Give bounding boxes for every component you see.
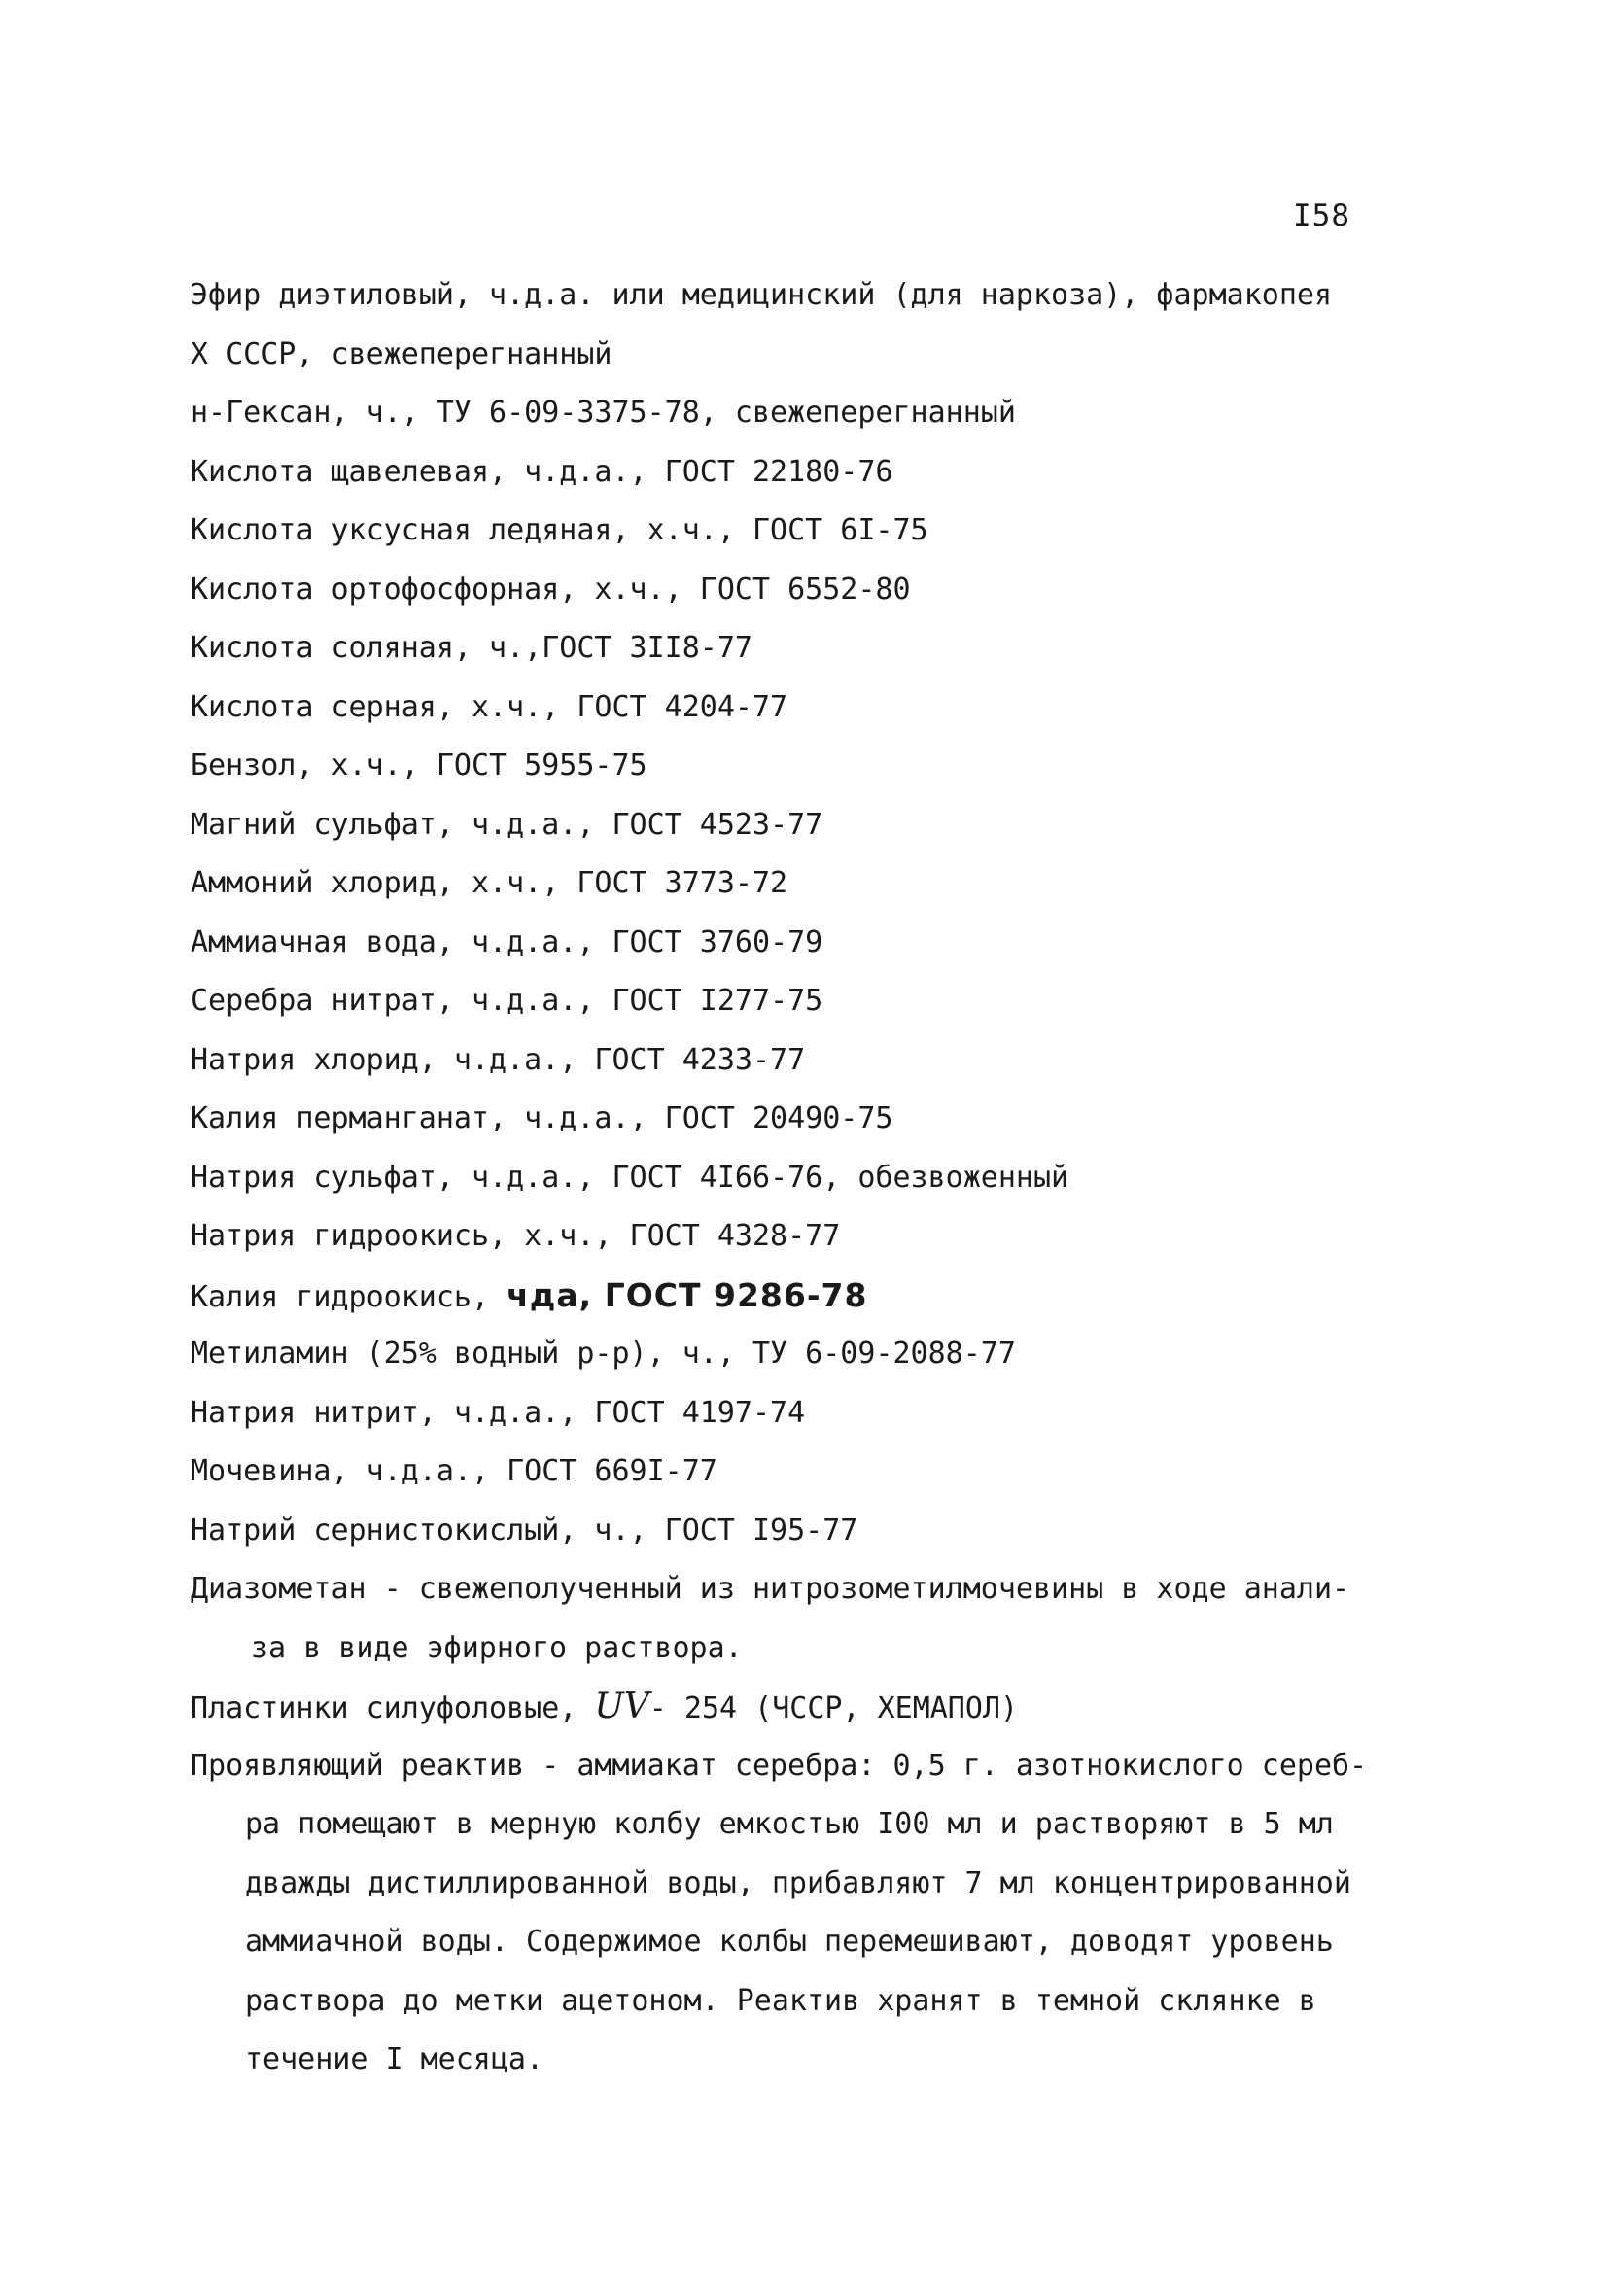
plates-handwritten-uv: UV	[594, 1687, 649, 1726]
text-line: Кислота щавелевая, ч.д.а., ГОСТ 22180-76	[191, 454, 893, 489]
text-line-continuation: аммиачной воды. Содержимое колбы перемешивают, доводят уровень	[245, 1925, 1334, 1959]
text-line: Метиламин (25% водный р-р), ч., ТУ 6-09-2088-77	[191, 1337, 1016, 1371]
text-line-continuation: за в виде эфирного раствора.	[251, 1630, 743, 1665]
text-line: Кислота серная, х.ч., ГОСТ 4204-77	[191, 689, 788, 724]
text-line: Калия перманганат, ч.д.а., ГОСТ 20490-75	[191, 1101, 893, 1135]
text-line: Серебра нитрат, ч.д.а., ГОСТ I277-75	[191, 984, 823, 1018]
text-line: н-Гексан, ч., ТУ 6-09-3375-78, свежеперегнанный	[191, 396, 1016, 430]
text-line: Диазометан - свежеполученный из нитрозометилмочевины в ходе анали-	[191, 1572, 1350, 1606]
plates-typed: Пластинки силуфоловые,	[191, 1691, 595, 1725]
text-line-continuation: течение I месяца.	[245, 2042, 544, 2076]
plates-typed-after: - 254 (ЧССР, ХЕМАПОЛ)	[648, 1691, 1019, 1725]
text-line: Натрия сульфат, ч.д.а., ГОСТ 4I66-76, обезвоженный	[191, 1160, 1069, 1195]
plates-line	[191, 1678, 1445, 1737]
text-line: Бензол, х.ч., ГОСТ 5955-75	[191, 748, 647, 783]
text-line-continuation: раствора до метки ацетоном. Реактив хранят в темной склянке в	[245, 1983, 1316, 2018]
reagent-list	[191, 266, 1445, 2090]
text-line: X СССР, свежеперегнанный	[191, 336, 612, 371]
text-line-continuation: дважды дистиллированной воды, прибавляют 7 мл концентрированной	[245, 1865, 1351, 1900]
koh-handwritten-note: чда, ГОСТ 9286-78	[507, 1275, 868, 1314]
text-line: Натрия хлорид, ч.д.а., ГОСТ 4233-77	[191, 1042, 806, 1077]
text-line: Мочевина, ч.д.а., ГОСТ 669I-77	[191, 1454, 717, 1488]
text-line-continuation: ра помещают в мерную колбу емкостью I00 мл и растворяют в 5 мл	[245, 1807, 1334, 1841]
page-number: I58	[1293, 198, 1350, 233]
koh-line	[191, 1267, 1445, 1326]
text-line: Натрия нитрит, ч.д.а., ГОСТ 4197-74	[191, 1395, 806, 1430]
text-line: Кислота ортофосфорная, х.ч., ГОСТ 6552-80	[191, 572, 911, 607]
text-line: Кислота уксусная ледяная, х.ч., ГОСТ 6I-75	[191, 513, 928, 547]
text-line: Аммиачная вода, ч.д.а., ГОСТ 3760-79	[191, 924, 823, 959]
text-line: Магний сульфат, ч.д.а., ГОСТ 4523-77	[191, 807, 823, 842]
koh-typed: Калия гидроокись,	[191, 1279, 507, 1314]
text-line: Проявляющий реактив - аммиакат серебра: 0,5 г. азотнокислого сереб-	[191, 1748, 1368, 1783]
text-line: Аммоний хлорид, х.ч., ГОСТ 3773-72	[191, 866, 788, 900]
text-line: Натрия гидроокись, х.ч., ГОСТ 4328-77	[191, 1219, 841, 1253]
text-line: Эфир диэтиловый, ч.д.а. или медицинский (для наркоза), фармакопея	[191, 278, 1332, 312]
text-line: Кислота соляная, ч.,ГОСТ 3II8-77	[191, 631, 752, 665]
text-line: Натрий сернистокислый, ч., ГОСТ I95-77	[191, 1513, 858, 1548]
